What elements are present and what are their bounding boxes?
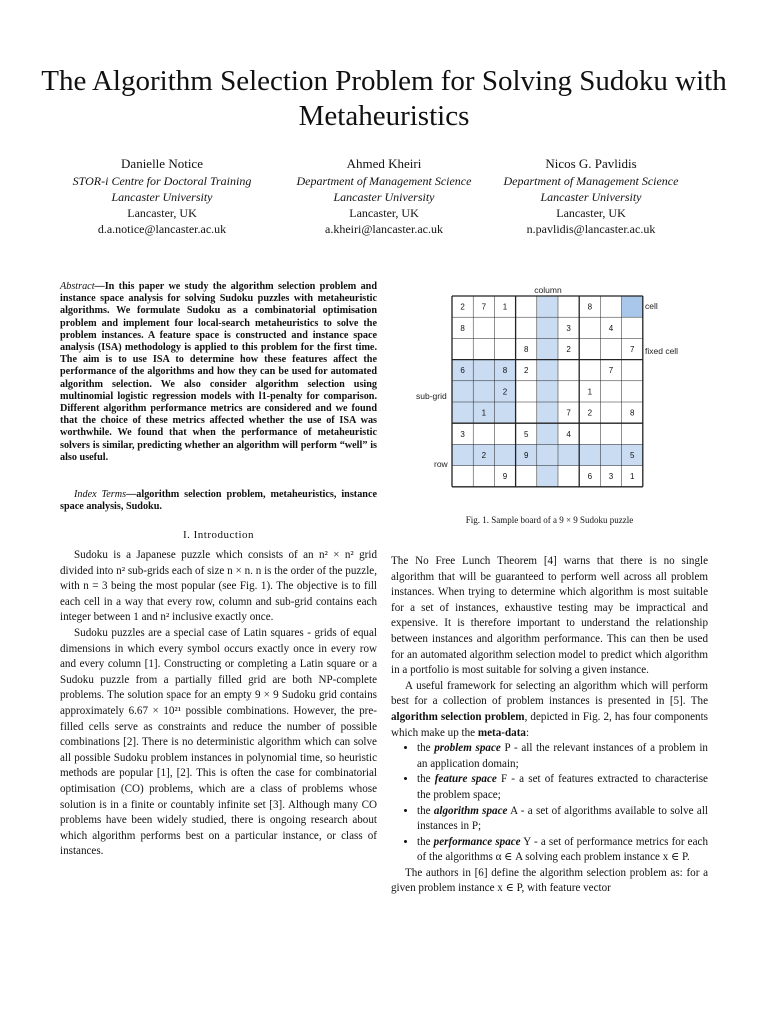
abstract xyxy=(60,281,377,464)
index-terms-text: —algorithm selection problem, metaheuristics, instance space analysis, Sudoku. xyxy=(60,489,377,513)
author-location: Lancaster, UK xyxy=(127,206,197,220)
grid-digit: 2 xyxy=(566,345,571,354)
grid-digit: 8 xyxy=(629,408,635,418)
grid-digit: 7 xyxy=(629,345,635,354)
label-sub-grid: sub-grid xyxy=(416,391,447,401)
author-location: Lancaster, UK xyxy=(349,206,419,220)
author-email: d.a.notice@lancaster.ac.uk xyxy=(97,222,227,236)
grid-digit: 8 xyxy=(460,323,465,333)
grid-digit: 6 xyxy=(587,472,593,482)
highlight-cell xyxy=(622,296,643,317)
grid-digit: 9 xyxy=(523,451,529,460)
bold-term: algorithm selection problem xyxy=(391,710,525,723)
paragraph: The authors in [6] define the algorithm selection problem as: for a given problem instance x ∈ P, with feature vector xyxy=(391,866,708,895)
paragraph: A useful framework for selecting an algorithm which will perform best for a collection of problem instances is presented in [5]. The algorithm selection problem, depicted in Fig. 2, has four components which make up the meta-data: xyxy=(391,679,709,739)
index-terms xyxy=(60,489,377,513)
author-name: Ahmed Kheiri xyxy=(346,156,422,171)
left-column-body xyxy=(60,548,377,860)
label-row: row xyxy=(434,459,448,469)
grid-digit: 9 xyxy=(502,472,508,482)
grid-digit: 2 xyxy=(502,387,508,397)
author-affiliation: Department of Management Science xyxy=(296,174,472,188)
list-item: • the performance space Y - a set of performance metrics for each of the algorithms α ∈ A solving each problem instance x ∈ P. xyxy=(417,835,708,866)
grid-digit: 2 xyxy=(460,302,465,312)
grid-digit: 5 xyxy=(523,429,529,439)
abstract-text: —In this paper we study the algorithm selection problem and instance space analysis for solving Sudoku puzzles with metaheuristic algorithms. We formulate Sudoku as a combinatorial optimisation problem and implement four local-search metaheuristics to solve the problem instances. A feature space is constructed and instance space analysis (ISA) methodology is applied to this problem for the first time. The aim is to use ISA to determine how these features affect the performance of the algorithms and how they can be used for automated algorithm selection. We also consider algorithm selection using multinomial logistic regression models with l1-penalty for comparison. Different algorithm performance metrics are considered and we found that the choice of these metrics affected whether the use of ISA was worthwhile. We found that when the performance of metaheuristic solvers is similar, predicting whether an algorithm will perform “well” is also useful. xyxy=(60,281,377,463)
author-affiliation: Department of Management Science xyxy=(503,174,679,188)
grid-digit: 8 xyxy=(587,302,593,312)
list-item: • the feature space F - a set of features extracted to characterise the problem space; xyxy=(417,772,708,803)
grid-digit: 2 xyxy=(523,366,529,376)
paper-title: The Algorithm Selection Problem for Solving Sudoku with Metaheuristics xyxy=(41,65,727,132)
author-name: Danielle Notice xyxy=(121,156,203,171)
author-affiliation: STOR-i Centre for Doctoral Training xyxy=(72,174,252,188)
bold-term: meta-data xyxy=(477,726,526,739)
grid-digit: 3 xyxy=(608,472,614,482)
paragraph: Sudoku is a Japanese puzzle which consists of an n² × n² grid divided into n² sub-grids each of size n × n. n is the order of the puzzle, with n = 3 being the most popular (see Fig. 1). The objective is to fill each cell in a way that every row, column and sub-grid contains each integer between 1 and n² inclusive exactly once. xyxy=(60,549,377,624)
author-institution: Lancaster University xyxy=(333,190,435,204)
grid-digit: 7 xyxy=(566,408,571,418)
grid-digit: 5 xyxy=(629,451,635,460)
author-email: n.pavlidis@lancaster.ac.uk xyxy=(526,222,656,236)
grid-digit: 7 xyxy=(481,302,487,312)
grid-digit: 3 xyxy=(460,429,465,439)
author-email: a.kheiri@lancaster.ac.uk xyxy=(325,222,443,236)
grid-digit: 2 xyxy=(481,451,487,460)
author-block-3 xyxy=(486,156,696,237)
grid-digit: 4 xyxy=(566,429,571,439)
paragraph: The No Free Lunch Theorem [4] warns that there is no single algorithm that will be guaranteed to perform well across all problem instances. When trying to determine which algorithm is most suitable for a set of instances, exhaustive testing may be impractical and expensive. It is therefore important to understand the relationship between instances and algorithm performance. This can then be used for an automated algorithm selection model to predict which algorithm in a portfolio is most suitable for solving a given instance. xyxy=(391,555,708,677)
grid-digit: 6 xyxy=(460,366,465,376)
grid-digit: 1 xyxy=(481,408,487,418)
figure-caption: Fig. 1. Sample board of a 9 × 9 Sudoku puzzle xyxy=(465,515,634,525)
section-heading: I. Introduction xyxy=(182,529,255,541)
label-cell: cell xyxy=(645,301,658,311)
paragraph: Sudoku puzzles are a special case of Latin squares - grids of equal dimensions in which every symbol occurs exactly once in every row and every column [1]. Constructing or completing a Latin square or a Sudoku puzzle from a partially filled grid are both NP-complete problems. The solution space for an empty 9 × 9 Sudoku grid contains approximately 6.67 × 10²¹ possible combinations. However, the pre-filled cells serve as constraints and reduce the number of possible combinations [2]. There is no deterministic algorithm which can solve all possible Sudoku problem instances in polynomial time, so heuristic methods are popular [1], [2]. This is often the case for combinatorial optimisation (CO) problems, which are a class of problems whose solution is in a finite or countably infinite set [3]. Although many CO problems have been widely studied, there is ongoing research about which algorithm performs best on a particular instance, or class of instances. xyxy=(60,626,377,858)
grid-digit: 8 xyxy=(502,366,508,376)
grid-digit: 1 xyxy=(587,387,593,397)
abstract-lead: Abstract xyxy=(60,281,95,292)
highlight-column xyxy=(537,296,558,487)
grid-digit: 4 xyxy=(608,323,614,333)
right-column-body xyxy=(391,554,708,897)
author-block-1 xyxy=(57,156,267,237)
author-name: Nicos G. Pavlidis xyxy=(545,156,637,171)
grid-digit: 2 xyxy=(587,408,593,418)
index-terms-lead: Index Terms xyxy=(74,489,127,500)
author-institution: Lancaster University xyxy=(540,190,642,204)
grid-digit: 8 xyxy=(523,345,529,354)
label-column: column xyxy=(534,285,562,295)
grid-digit: 3 xyxy=(566,323,571,333)
author-institution: Lancaster University xyxy=(111,190,213,204)
author-location: Lancaster, UK xyxy=(556,206,626,220)
meta-data-list xyxy=(391,741,708,866)
grid-digit: 1 xyxy=(629,472,635,482)
grid-digit: 1 xyxy=(502,302,508,312)
list-item: • the algorithm space A - a set of algorithms available to solve all instances in P; xyxy=(417,804,708,835)
label-fixed-cell: fixed cell xyxy=(645,346,679,356)
list-item: • the problem space P - all the relevant instances of a problem in an application domain; xyxy=(417,741,708,772)
sudoku-figure xyxy=(416,284,716,500)
author-block-2 xyxy=(279,156,489,237)
grid-digit: 7 xyxy=(608,366,614,376)
